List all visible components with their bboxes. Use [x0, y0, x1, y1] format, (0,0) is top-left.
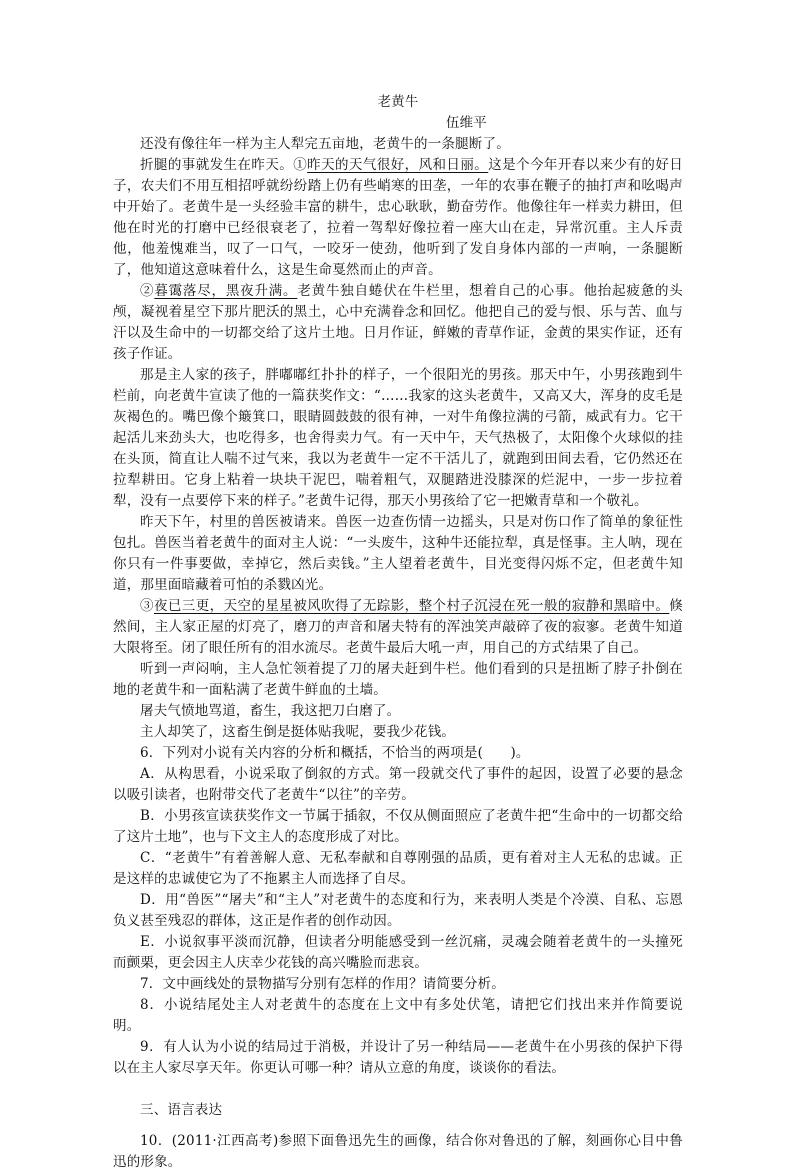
story-paragraph-8: 屠夫气愤地骂道，畜生，我这把刀白磨了。: [140, 703, 401, 719]
underlined-scenery-3: 夜已三更，天空的星星被风吹得了无踪影，整个村子沉浸在死一般的寂静和黑暗中。: [153, 598, 670, 614]
story-paragraph-5: 昨天下午，村里的兽医被请来。兽医一边查伤情一边摇头，只是对伤口作了简单的象征性包扎。兽医当着老黄牛的面对主人说：“一头废牛，这种牛还能拉犁，真是怪事。主人呐，现在你只有一件事要做，幸掉它，然后卖钱。”主人望着老黄牛，目光变得闪烁不定，但老黄牛知道，那里面暗藏着可怕的杀戮凶光。: [113, 514, 683, 593]
paragraph-6-lead: ③: [140, 598, 154, 614]
story-paragraph-9: 主人却笑了，这畜生倒是挺体贴我呢，要我少花钱。: [140, 724, 456, 740]
story-paragraph-4: 那是主人家的孩子，胖嘟嘟红扑扑的样子，一个很阳光的男孩。那天中午，小男孩跑到牛栏前，向老黄牛宣读了他的一篇获奖作文：“……我家的这头老黄牛，又高又大，浑身的皮毛是灰褐色的。嘴巴像个簸箕口，眼睛圆鼓鼓的很有神，一对牛角像拉满的弓箭，威武有力。它干起活儿来劲头大，也吃得多，也舍得卖力气。有一天中午，天气热极了，太阳像个火球似的挂在头顶，简直让人喘不过气来，我以为老黄牛一定不干活儿了，就跑到田间去看，它仍然还在拉犁耕田。它身上粘着一块块干泥巴，喘着粗气，双腿踏进没膝深的烂泥中，一步一步拉着犁，没有一点要停下来的样子。”老黄牛记得，那天小男孩给了它一把嫩青草和一个敬礼。: [113, 367, 683, 509]
story-paragraph-2: [113, 155, 683, 281]
underlined-scenery-2: 暮霭落尽，黑夜升满。: [154, 283, 298, 299]
story-paragraph-1: 还没有像往年一样为主人犁完五亩地，老黄牛的一条腿断了。: [140, 136, 510, 152]
story-paragraph-6: [113, 596, 683, 659]
section-heading-language-expression: 三、语言表达: [140, 1102, 223, 1118]
story-author: 伍维平: [445, 115, 487, 131]
paragraph-2-body: 这是个今年开春以来少有的好日子，农夫们不用互相招呼就纷纷踏上仍有些峭寒的田垄，一年的农事在鞭子的抽打声和吆喝声中开始了。老黄牛是一头经验丰富的耕牛，忠心耿耿，勤奋劳作。他像往年一样卖力耕田，但他在时光的打磨中已经很衰老了，拉着一驾犁好像拉着一座大山在走，异常沉重。主人斥责他，他羞愧难当，叹了一口气，一咬牙一使劲，他听到了发自身体内部的一声响，一条腿断了，他知道这意味着什么，这是生命戛然而止的声音。: [113, 157, 683, 278]
paragraph-2-lead: 折腿的事就发生在昨天。①: [140, 157, 308, 173]
question-9: 9．有人认为小说的结局过于消极，并设计了另一种结局——老黄牛在小男孩的保护下得以在主人家尽享天年。你更认可哪一种？请从立意的角度，谈谈你的看法。: [113, 1039, 683, 1076]
paragraph-3-lead: ②: [140, 283, 155, 299]
question-8: 8．小说结尾处主人对老黄牛的态度在上文中有多处伏笔，请把它们找出来并作简要说明。: [113, 997, 683, 1034]
paragraph-6-body: 倏然间，主人家正屋的灯亮了，磨刀的声音和屠夫特有的浑浊笑声敲碎了夜的寂寥。老黄牛知道大限将至。闭了眼任所有的泪水流尽。老黄牛最后大吼一声，用自己的方式结果了自己。: [113, 598, 683, 656]
document-content: [113, 92, 683, 1173]
question-6-option-b: B．小男孩宣读获奖作文一节属于插叙，不仅从侧面照应了老黄牛把“生命中的一切都交给了这片土地”，也与下文主人的态度形成了对比。: [113, 808, 683, 845]
paragraph-3-body: 老黄牛独自蜷伏在牛栏里，想着自己的心事。他抬起疲惫的头颅，凝视着星空下那片肥沃的黑土，心中充满眷念和回忆。他把自己的爱与恨、乐与苦、血与汗以及生命中的一切都交给了这片土地。日月作证，鲜嫩的青草作证，金黄的果实作证，还有孩子作证。: [113, 283, 684, 362]
question-6-option-a: A．从构思看，小说采取了倒叙的方式。第一段就交代了事件的起因，设置了必要的悬念以吸引读者，也附带交代了老黄牛“以往”的辛劳。: [113, 766, 683, 803]
story-paragraph-7: 听到一声闷响，主人急忙领着提了刀的屠夫赶到牛栏。他们看到的只是扭断了脖子扑倒在地的老黄牛和一面粘满了老黄牛鲜血的土墙。: [113, 661, 683, 698]
question-6-option-c: C．“老黄牛”有着善解人意、无私奉献和自尊刚强的品质，更有着对主人无私的忠诚。正是这样的忠诚使它为了不拖累主人而选择了自尽。: [113, 850, 683, 887]
story-paragraph-3: [113, 281, 683, 365]
underlined-scenery-1: 昨天的天气很好，风和日丽。: [307, 157, 489, 173]
story-title: 老黄牛: [377, 94, 419, 110]
question-10: 10．(2011·江西高考)参照下面鲁迅先生的画像，结合你对鲁迅的了解，刻画你心目中鲁迅的形象。: [113, 1133, 683, 1170]
question-7: 7．文中画线处的景物描写分别有怎样的作用？请简要分析。: [140, 976, 505, 992]
question-6: 6．下列对小说有关内容的分析和概括，不恰当的两项是( )。: [140, 745, 530, 761]
question-6-option-e: E．小说叙事平淡而沉静，但读者分明能感受到一丝沉痛，灵魂会随着老黄牛的一头撞死而颤栗，更会因主人庆幸少花钱的高兴嘴脸而悲哀。: [113, 934, 683, 971]
question-6-option-d: D．用“兽医”“屠夫”和“主人”对老黄牛的态度和行为，来表明人类是个冷漠、自私、忘恩负义甚至残忍的群体，这正是作者的创作动因。: [113, 892, 683, 929]
